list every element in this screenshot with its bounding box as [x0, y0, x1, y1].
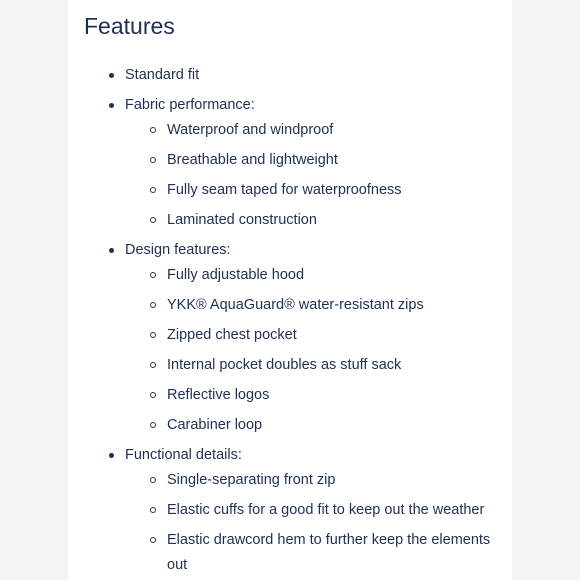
bullet-circle-icon [150, 362, 156, 368]
bullet-disc-icon [109, 103, 114, 108]
bullet-circle-icon [150, 477, 156, 483]
sub-list-item: YKK® AquaGuard® water-resistant zips [167, 297, 424, 313]
bullet-circle-icon [150, 332, 156, 338]
bullet-circle-icon [150, 187, 156, 193]
features-heading: Features [84, 13, 175, 39]
sub-list-item: Elastic cuffs for a good fit to keep out the weather [167, 502, 485, 518]
sub-list-item: Breathable and lightweight [167, 152, 338, 168]
bullet-circle-icon [150, 272, 156, 278]
list-item: Design features: [125, 242, 231, 258]
sub-list-item: Fully seam taped for waterproofness [167, 182, 402, 198]
list-item: Standard fit [125, 67, 200, 83]
sub-list-item: Elastic drawcord hem to further keep the elements [167, 532, 491, 548]
bullet-circle-icon [150, 217, 156, 223]
bullet-circle-icon [150, 422, 156, 428]
bullet-circle-icon [150, 507, 156, 513]
bullet-circle-icon [150, 127, 156, 133]
list-item: Fabric performance: [125, 97, 255, 113]
bullet-circle-icon [150, 537, 156, 543]
sub-list-item: Reflective logos [167, 387, 270, 403]
sub-list-item: Zipped chest pocket [167, 327, 297, 343]
sub-list-item: Single-separating front zip [167, 472, 336, 488]
bullet-circle-icon [150, 392, 156, 398]
sub-list-item: Fully adjustable hood [167, 267, 305, 283]
sub-list-item: Carabiner loop [167, 417, 263, 433]
bullet-disc-icon [109, 453, 114, 458]
bullet-disc-icon [109, 248, 114, 253]
sub-list-item: Laminated construction [167, 212, 317, 228]
bullet-circle-icon [150, 157, 156, 163]
sub-list-item: out [167, 557, 188, 573]
list-item: Functional details: [125, 447, 242, 463]
bullet-disc-icon [109, 73, 114, 78]
sub-list-item: Waterproof and windproof [167, 122, 334, 138]
bullet-circle-icon [150, 302, 156, 308]
sub-list-item: Internal pocket doubles as stuff sack [167, 357, 402, 373]
